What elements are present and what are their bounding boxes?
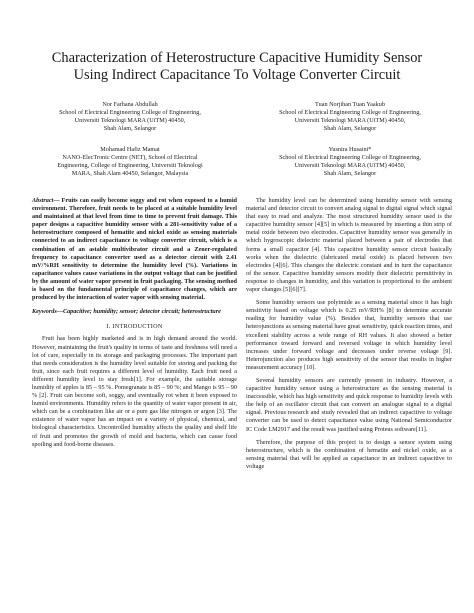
author-affiliation-line: Engineering, College of Engineering, Universiti Teknologi [57,162,203,169]
section-heading-introduction: I. INTRODUCTION [106,323,163,331]
abstract [32,197,237,302]
author-name: Tuan Norjihan Tuan Yaakub [315,101,385,108]
title-line-1: Characterization of Heterostructure Capacitive Humidity Sensor [51,50,423,66]
author-affiliation-line: NANO-ElecTronic Centre (NET), School of Electrical [62,154,198,161]
title-line-2: Using Indirect Capacitance To Voltage Converter Circuit [73,67,401,83]
body-paragraph: The humidity level can be determined using humidity sensor with sensing material and detector circuit to convert analog signal to digital signal which signal that easy to read and analyze. The most structured humidity sensor used is the capacitive humidity sensor [4][5] in which is measured by inserting a thin strip of metal oxide between two electrodes. Capacitive humidity sensor was generally in which hygroscopic dielectric material placed between a pair of electrodes that forms a small capacitor [4]. This capacitive humidity sensor circuit basically works when the dielectric (fabricated metal oxide) is placed between two electrodes [4][6]. This changes the dielectric constant and in turn the capacitance of the sensor. Capacitive humidity sensors modify their dielectric permittivity in response to changes in humidity, and this variation is proportional to the ambient vapor changes [5][6][7]. [246,197,452,294]
author-affiliation-line: Universiti Teknologi MARA (UiTM) 40450, [294,162,406,169]
body-paragraph: Therefore, the purpose of this project is to design a sensor system using heterostructure, which is the combination of hematite and nickel oxide, as a sensing material that will be applied as capacitance in an indirect capacitive to voltage [246,438,452,470]
author-affiliation-line: Shah Alam, Selangor [323,125,377,132]
right-column [246,197,452,471]
author-name: Mohamad Hafiz Mamat [100,146,160,153]
abstract-lead: Abstract [32,197,54,204]
author-block-3 [30,146,230,178]
keywords: Keywords—Capacitive; humidity; sensor; detector circuit; heterostructure [32,308,221,316]
author-block-4 [250,146,450,178]
abstract-text: — Fruits can easily become soggy and rot when exposed to a humid environment. Therefore, fruit needs to be placed at a suitable humidity level and maintained at that level from time to time to prevent fruit damage. This paper designs a capacitive humidity sensor with a 281-sensitivity value of a heterostructure composed of hematite and nickel oxide as sensing materials connected to an indirect capacitance to voltage converter circuit, which is a combination of an astable multivibrator circuit and a Zener-regulated frequency to capacitance converter used as a detector circuit with 2.41 mV/%RH sensitivity to determine the humidity level (%). Variations in capacitance values cause variations in the output voltage that can be justified by the amount of water vapor present in fruit packaging. The sensing method is based on the fundamental principle of capacitance changes, which are produced by the interaction of water vapor with sensing material. [32,197,237,302]
paper-title [20,50,454,84]
body-paragraph: Several humidity sensors are currently present in industry. However, a capacitive humidity sensor using a heterostructure as the sensing material is inaccessible, which has high sensitivity and quick response to humidity levels with the help of an oscillator circuit that can convert an analogue signal to a digital signal. Previous research and study revealed that an indirect capacitive to voltage converter can be used to detect capacitance value using National Semiconductor IC Code LM2917 and the result was justified using Proteus software[11]. [246,376,452,433]
author-block-2 [250,101,450,133]
author-affiliation-line: Universiti Teknologi MARA (UiTM) 40450, [294,117,406,124]
author-affiliation-line: School of Electrical Engineering College of Engineering, [59,109,201,116]
author-affiliation-line: School of Electrical Engineering College of Engineering, [279,109,421,116]
author-affiliation-line: Shah Alam, Selangor [323,170,377,177]
author-affiliation-line: Shah Alam, Selangor [103,125,157,132]
body-paragraph: Fruit has been highly marketed and is in high demand around the world. However, maintaining the fruit's quality in terms of taste and freshness will need a lot of care, especially in its storage and packaging processes. The important part that needs consideration is the humidity level suitable for storing and packing the fruit, since each fruit requires a different level of humidity. Each fruit need a different humidity level to stay fresh[1]. For example, the suitable storage humidity of apples is 85 – 95 %. Pomegranate is 85 – 90 %; and Mango is 95 – 90 % [2]. Fruit can become soft, soggy, and eventually rot when it been exposed to humid environments. Humidity refers to the quantity of water vapor present in air, which can be a combination like air or a pure gas like nitrogen or argon [3]. The existence of water vapor has an impact on a variety of physical, chemical, and biological characteristics. Uncontrolled humidity affects the quality and shelf life of fruit and promotes the growth of mold and bacteria, which can cause food spoiling and food-borne diseases. [32,335,237,448]
author-block-1 [30,101,230,133]
author-affiliation-line: School of Electrical Engineering College of Engineering, [279,154,421,161]
body-paragraph: Some humidity sensors use polyimide as a sensing material since it has high sensitivity based on voltage which is 0.25 mV/RH% [8] to determine accurate reading for humidity value (%). Besides that, humidity sensors that use heterojunctions as sensing material have great sensitivity, quick reaction times, and excellent stability across a wide range of RH values. It also showed a better performance toward forward and reversed voltage in which humidity level increases under forward voltage and decreases under reverse voltage [9]. Heterojunction also produces high sensitivity of the sensor that results in higher measurement accuracy [10]. [246,299,452,371]
author-affiliation-line: MARA, Shah Alam 40450, Selangor, Malaysia [71,170,189,177]
author-name: Nor Farhana Abdullah [102,101,158,108]
left-column [32,197,237,449]
author-affiliation-line: Universiti Teknologi MARA (UiTM) 40450, [74,117,186,124]
author-name: Yusnira Husaini* [328,146,372,153]
